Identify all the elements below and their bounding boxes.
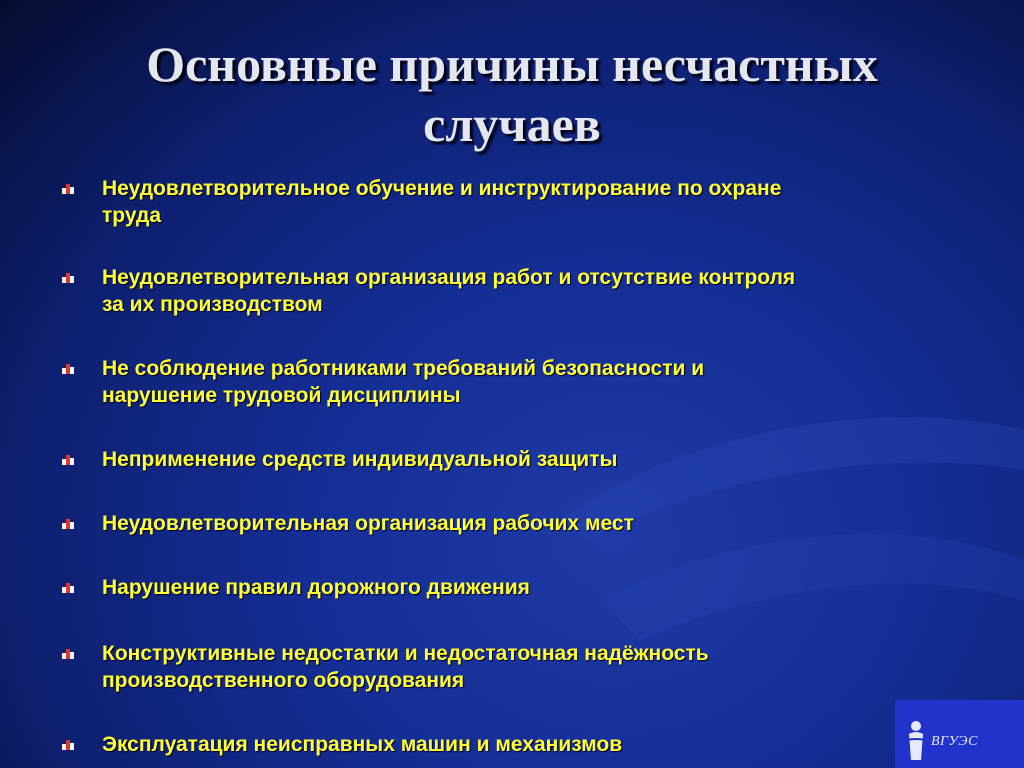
bullet-marker-icon <box>62 452 75 465</box>
bullet-marker-icon <box>62 646 75 659</box>
bullet-marker-icon <box>62 361 75 374</box>
bullet-text: Неприменение средств индивидуальной защиты <box>102 448 618 471</box>
logo-text: ВГУЭС <box>931 734 978 749</box>
bullet-text: Эксплуатация неисправных машин и механизмов <box>102 733 623 756</box>
bullet-text: Неудовлетворительная организация рабочих мест <box>102 512 634 535</box>
bullet-text: Конструктивные недостатки и недостаточная надёжность производственного оборудования <box>102 642 709 692</box>
bullet-text: Не соблюдение работниками требований безопасности и нарушение трудовой дисциплины <box>102 357 705 407</box>
title-line-2: случаев <box>423 96 601 152</box>
bullet-text: Нарушение правил дорожного движения <box>102 576 530 599</box>
bullet-marker-icon <box>62 580 75 593</box>
university-logo <box>895 700 1024 768</box>
bullet-marker-icon <box>62 181 75 194</box>
bullet-marker-icon <box>62 270 75 283</box>
bullet-text: Неудовлетворительное обучение и инструктирование по охране труда <box>102 177 782 227</box>
university-logo-icon <box>905 718 927 762</box>
bullet-marker-icon <box>62 516 75 529</box>
bullet-text: Неудовлетворительная организация работ и отсутствие контроля за их производством <box>102 266 796 316</box>
bullet-marker-icon <box>62 737 75 750</box>
title-line-1: Основные причины несчастных <box>146 36 878 92</box>
